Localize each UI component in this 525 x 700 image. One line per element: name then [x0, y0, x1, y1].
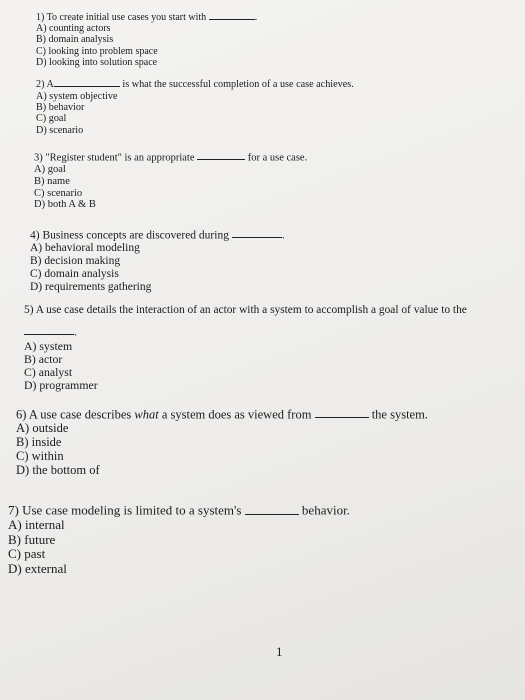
- question-1-stem: 1) To create initial use cases you start with .: [36, 12, 258, 23]
- option-b: B) behavior: [36, 102, 85, 114]
- option-c: C) analyst: [24, 364, 73, 379]
- option-c: C) within: [16, 449, 64, 464]
- question-3: [34, 150, 307, 211]
- question-2: [36, 77, 354, 136]
- option-d: D) programmer: [24, 378, 98, 393]
- option-a: A) counting actors: [36, 23, 111, 35]
- option-c: C) goal: [36, 113, 67, 125]
- question-7: [8, 502, 350, 576]
- answer-blank: [24, 324, 74, 336]
- option-b: B) future: [8, 531, 56, 547]
- option-c: C) past: [8, 546, 46, 562]
- option-a: A) internal: [8, 517, 65, 533]
- answer-blank: [209, 10, 255, 20]
- question-5-stem-continued: .: [24, 324, 467, 339]
- answer-blank: [232, 227, 282, 238]
- option-d: D) looking into solution space: [36, 56, 158, 68]
- question-5-stem: 5) A use case details the interaction of an actor with a system to accomplish a goal of value to the: [24, 304, 467, 316]
- question-6: [16, 406, 428, 477]
- option-c: C) domain analysis: [30, 267, 119, 280]
- question-7-stem: 7) Use case modeling is limited to a system's behavior.: [8, 502, 350, 518]
- question-1: [36, 10, 257, 68]
- question-3-stem: 3) "Register student" is an appropriate for a use case.: [34, 150, 307, 164]
- page-number: 1: [276, 644, 283, 659]
- question-5: [24, 304, 467, 392]
- option-d: D) the bottom of: [16, 463, 100, 478]
- option-a: A) behavioral modeling: [30, 242, 140, 255]
- answer-blank: [197, 150, 245, 160]
- answer-blank: [315, 406, 369, 418]
- option-a: A) system objective: [36, 90, 118, 102]
- option-d: D) both A & B: [34, 199, 96, 211]
- option-b: B) actor: [24, 351, 63, 366]
- question-6-stem: 6) A use case describes what a system does as viewed from the system.: [16, 407, 428, 422]
- option-c: C) scenario: [34, 187, 83, 199]
- option-b: B) domain analysis: [36, 34, 114, 46]
- option-b: B) decision making: [30, 255, 121, 268]
- option-a: A) system: [24, 338, 73, 353]
- question-4-stem: 4) Business concepts are discovered during .: [30, 227, 285, 242]
- option-d: D) external: [8, 560, 67, 576]
- option-a: A) goal: [34, 164, 66, 176]
- option-d: D) scenario: [36, 124, 84, 136]
- option-d: D) requirements gathering: [30, 280, 152, 293]
- question-2-stem: 2) A is what the successful completion of a use case achieves.: [36, 77, 354, 91]
- answer-blank: [245, 502, 299, 515]
- answer-blank: [54, 77, 120, 87]
- option-c: C) looking into problem space: [36, 45, 158, 57]
- option-b: B) name: [34, 175, 70, 187]
- question-4: [30, 227, 285, 294]
- option-a: A) outside: [16, 421, 69, 436]
- option-b: B) inside: [16, 435, 62, 450]
